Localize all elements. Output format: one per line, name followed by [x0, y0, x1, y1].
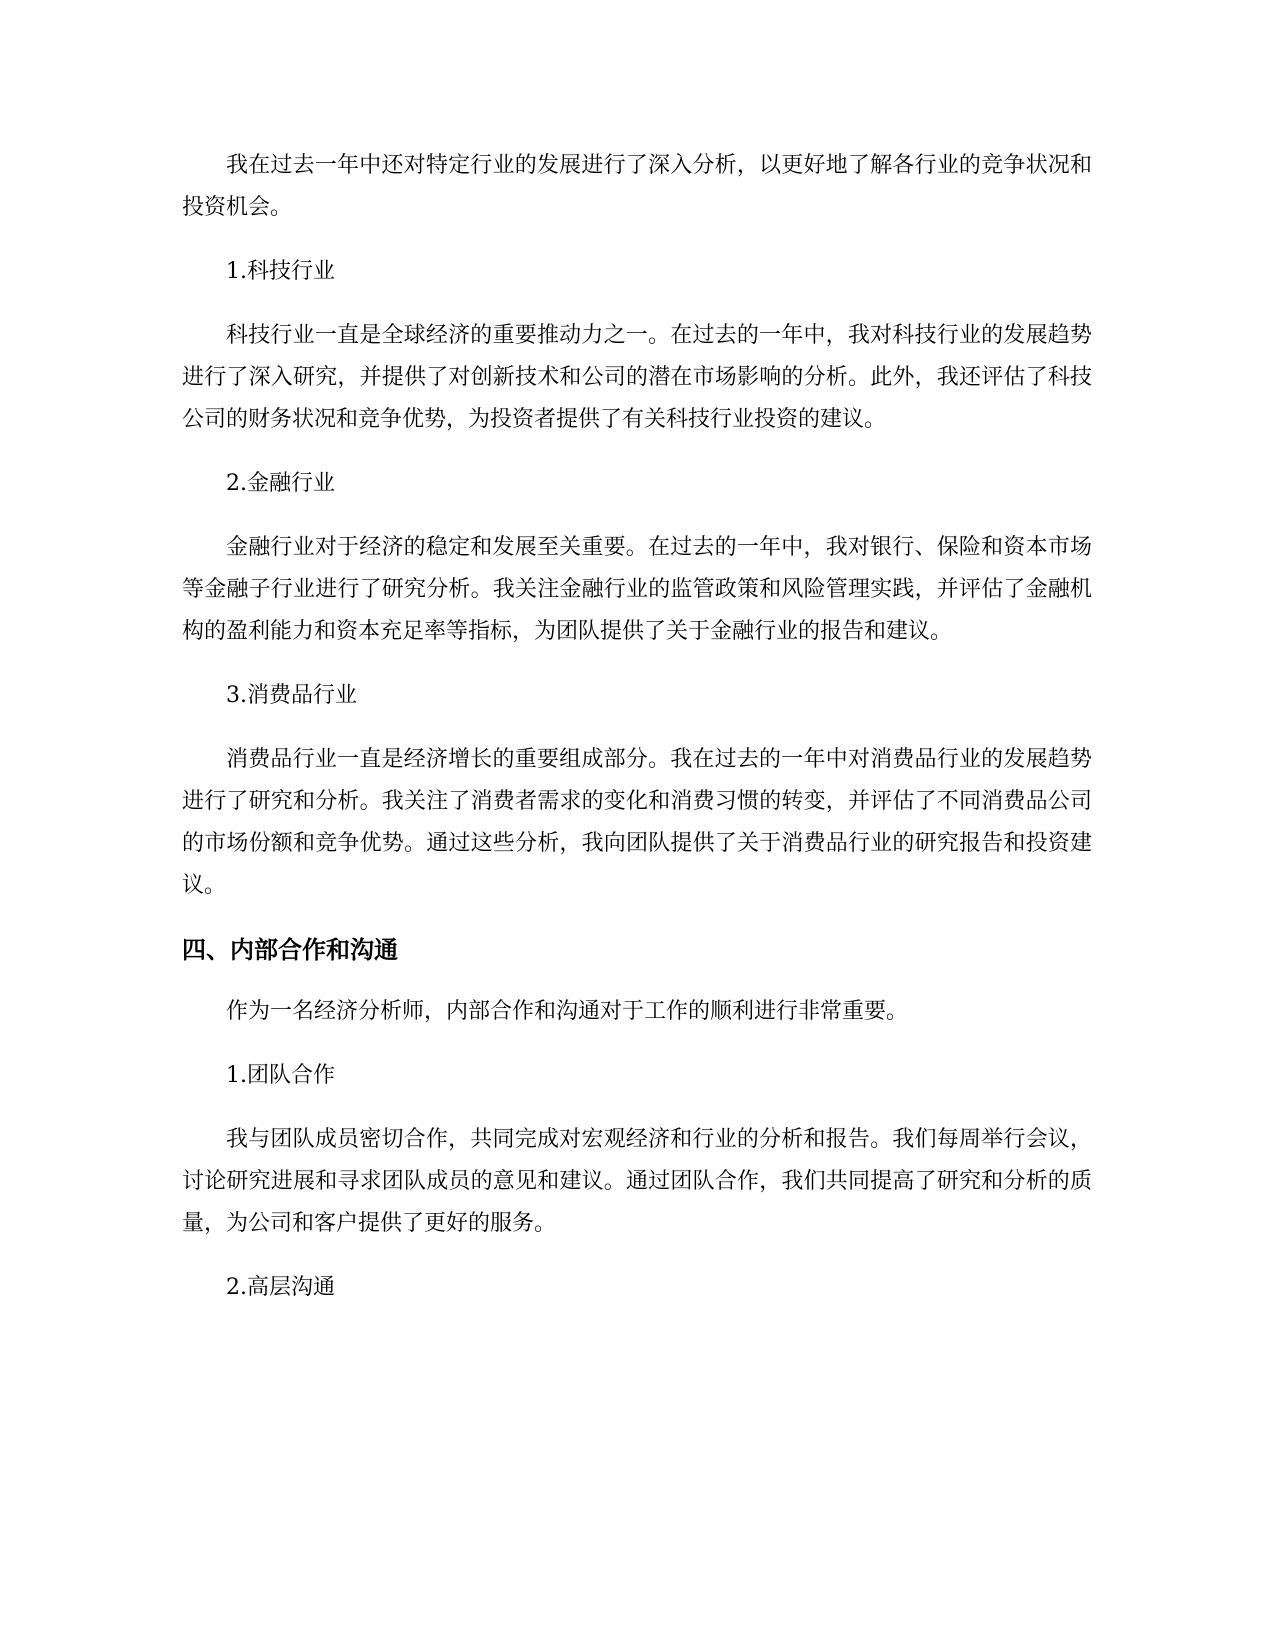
subheading-finance-industry: 2.金融行业 — [226, 471, 335, 496]
section-heading-collaboration: 四、内部合作和沟通 — [182, 936, 398, 964]
document-body — [182, 145, 1092, 1331]
paragraph-collaboration-intro: 作为一名经济分析师，内部合作和沟通对于工作的顺利进行非常重要。 — [226, 999, 909, 1024]
paragraph-team-collaboration: 我与团队成员密切合作，共同完成对宏观经济和行业的分析和报告。我们每周举行会议，讨论研究进展和寻求团队成员的意见和建议。通过团队合作，我们共同提高了研究和分析的质量，为公司和客户提供了更好的服务。 — [182, 1127, 1092, 1236]
paragraph-industry-intro: 我在过去一年中还对特定行业的发展进行了深入分析，以更好地了解各行业的竞争状况和投资机会。 — [182, 153, 1092, 220]
paragraph-tech-industry: 科技行业一直是全球经济的重要推动力之一。在过去的一年中，我对科技行业的发展趋势进行了深入研究，并提供了对创新技术和公司的潜在市场影响的分析。此外，我还评估了科技公司的财务状况和竞争优势，为投资者提供了有关科技行业投资的建议。 — [182, 323, 1092, 432]
paragraph-consumer-industry: 消费品行业一直是经济增长的重要组成部分。我在过去的一年中对消费品行业的发展趋势进行了研究和分析。我关注了消费者需求的变化和消费习惯的转变，并评估了不同消费品公司的市场份额和竞争优势。通过这些分析，我向团队提供了关于消费品行业的研究报告和投资建议。 — [182, 747, 1092, 898]
paragraph-finance-industry: 金融行业对于经济的稳定和发展至关重要。在过去的一年中，我对银行、保险和资本市场等金融子行业进行了研究分析。我关注金融行业的监管政策和风险管理实践，并评估了金融机构的盈利能力和资本充足率等指标，为团队提供了关于金融行业的报告和建议。 — [182, 535, 1092, 644]
subheading-team-collaboration: 1.团队合作 — [226, 1063, 335, 1088]
subheading-consumer-industry: 3.消费品行业 — [226, 683, 357, 708]
subheading-tech-industry: 1.科技行业 — [226, 259, 335, 284]
subheading-executive-communication: 2.高层沟通 — [226, 1275, 335, 1300]
